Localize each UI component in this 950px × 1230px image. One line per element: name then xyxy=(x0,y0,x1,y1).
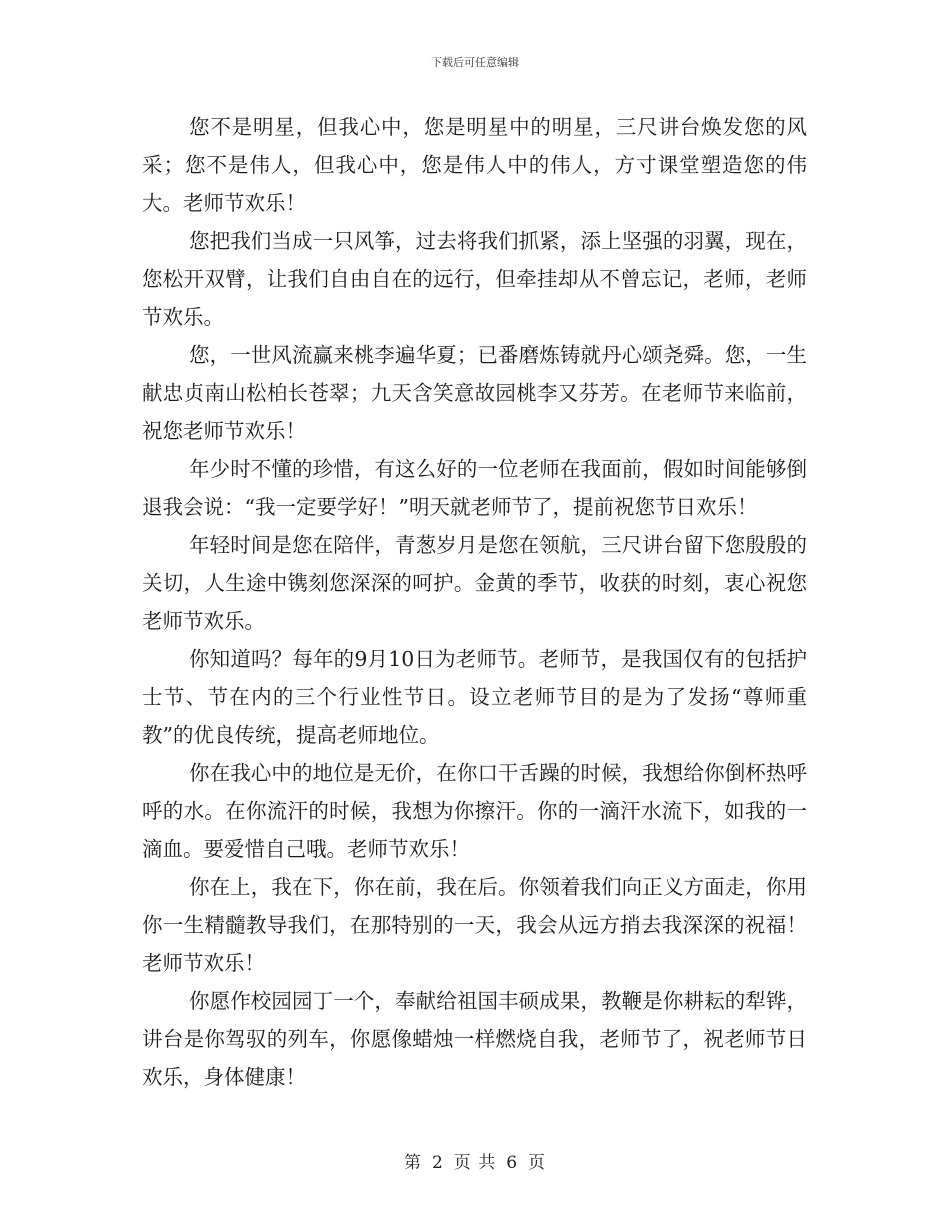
paragraph-8: 你在上，我在下，你在前，我在后。你领着我们向正义方面走，你用你一生精髓教导我们，在那特别的一天，我会从远方捎去我深深的祝福！老师节欢乐！ xyxy=(142,875,807,975)
footer-prefix: 第 xyxy=(403,1153,422,1173)
footer-current-page: 2 xyxy=(431,1153,444,1173)
paragraph-7: 你在我心中的地位是无价，在你口干舌躁的时候，我想给你倒杯热呼呼的水。在你流汗的时候，我想为你擦汗。你的一滴汗水流下，如我的一滴血。要爱惜自己哦。老师节欢乐！ xyxy=(142,761,807,861)
paragraph-2: 您把我们当成一只风筝，过去将我们抓紧，添上坚强的羽翼，现在，您松开双臂，让我们自由自在的远行，但牵挂却从不曾忘记，老师，老师节欢乐。 xyxy=(142,229,807,329)
page-footer xyxy=(0,1148,950,1173)
paragraph-9: 你愿作校园园丁一个，奉献给祖国丰硕成果，教鞭是你耕耘的犁铧，讲台是你驾驭的列车，你愿像蜡烛一样燃烧自我，老师节了，祝老师节日欢乐，身体健康！ xyxy=(142,989,807,1089)
paragraph-4: 年少时不懂的珍惜，有这么好的一位老师在我面前，假如时间能够倒退我会说：“我一定要学好！”明天就老师节了，提前祝您节日欢乐！ xyxy=(142,457,807,519)
paragraph-6: 你知道吗？每年的9月10日为老师节。老师节，是我国仅有的包括护士节、节在内的三个行业性节日。设立老师节目的是为了发扬“尊师重教”的优良传统，提高老师地位。 xyxy=(142,647,807,747)
paragraph-1: 您不是明星，但我心中，您是明星中的明星，三尺讲台焕发您的风采；您不是伟人，但我心中，您是伟人中的伟人，方寸课堂塑造您的伟大。老师节欢乐！ xyxy=(142,115,807,215)
footer-middle: 页 共 xyxy=(453,1153,497,1173)
footer-total-pages: 6 xyxy=(506,1153,519,1173)
paragraph-5: 年轻时间是您在陪伴，青葱岁月是您在领航，三尺讲台留下您殷殷的关切，人生途中镌刻您深深的呵护。金黄的季节，收获的时刻，衷心祝您老师节欢乐。 xyxy=(142,533,807,633)
footer-suffix: 页 xyxy=(528,1153,547,1173)
document-body xyxy=(142,108,807,1096)
paragraph-3: 您，一世风流赢来桃李遍华夏；已番磨炼铸就丹心颂尧舜。您，一生献忠贞南山松柏长苍翠；九天含笑意故园桃李又芬芳。在老师节来临前，祝您老师节欢乐！ xyxy=(142,343,807,443)
page-header: 下载后可任意编辑 xyxy=(431,56,519,69)
